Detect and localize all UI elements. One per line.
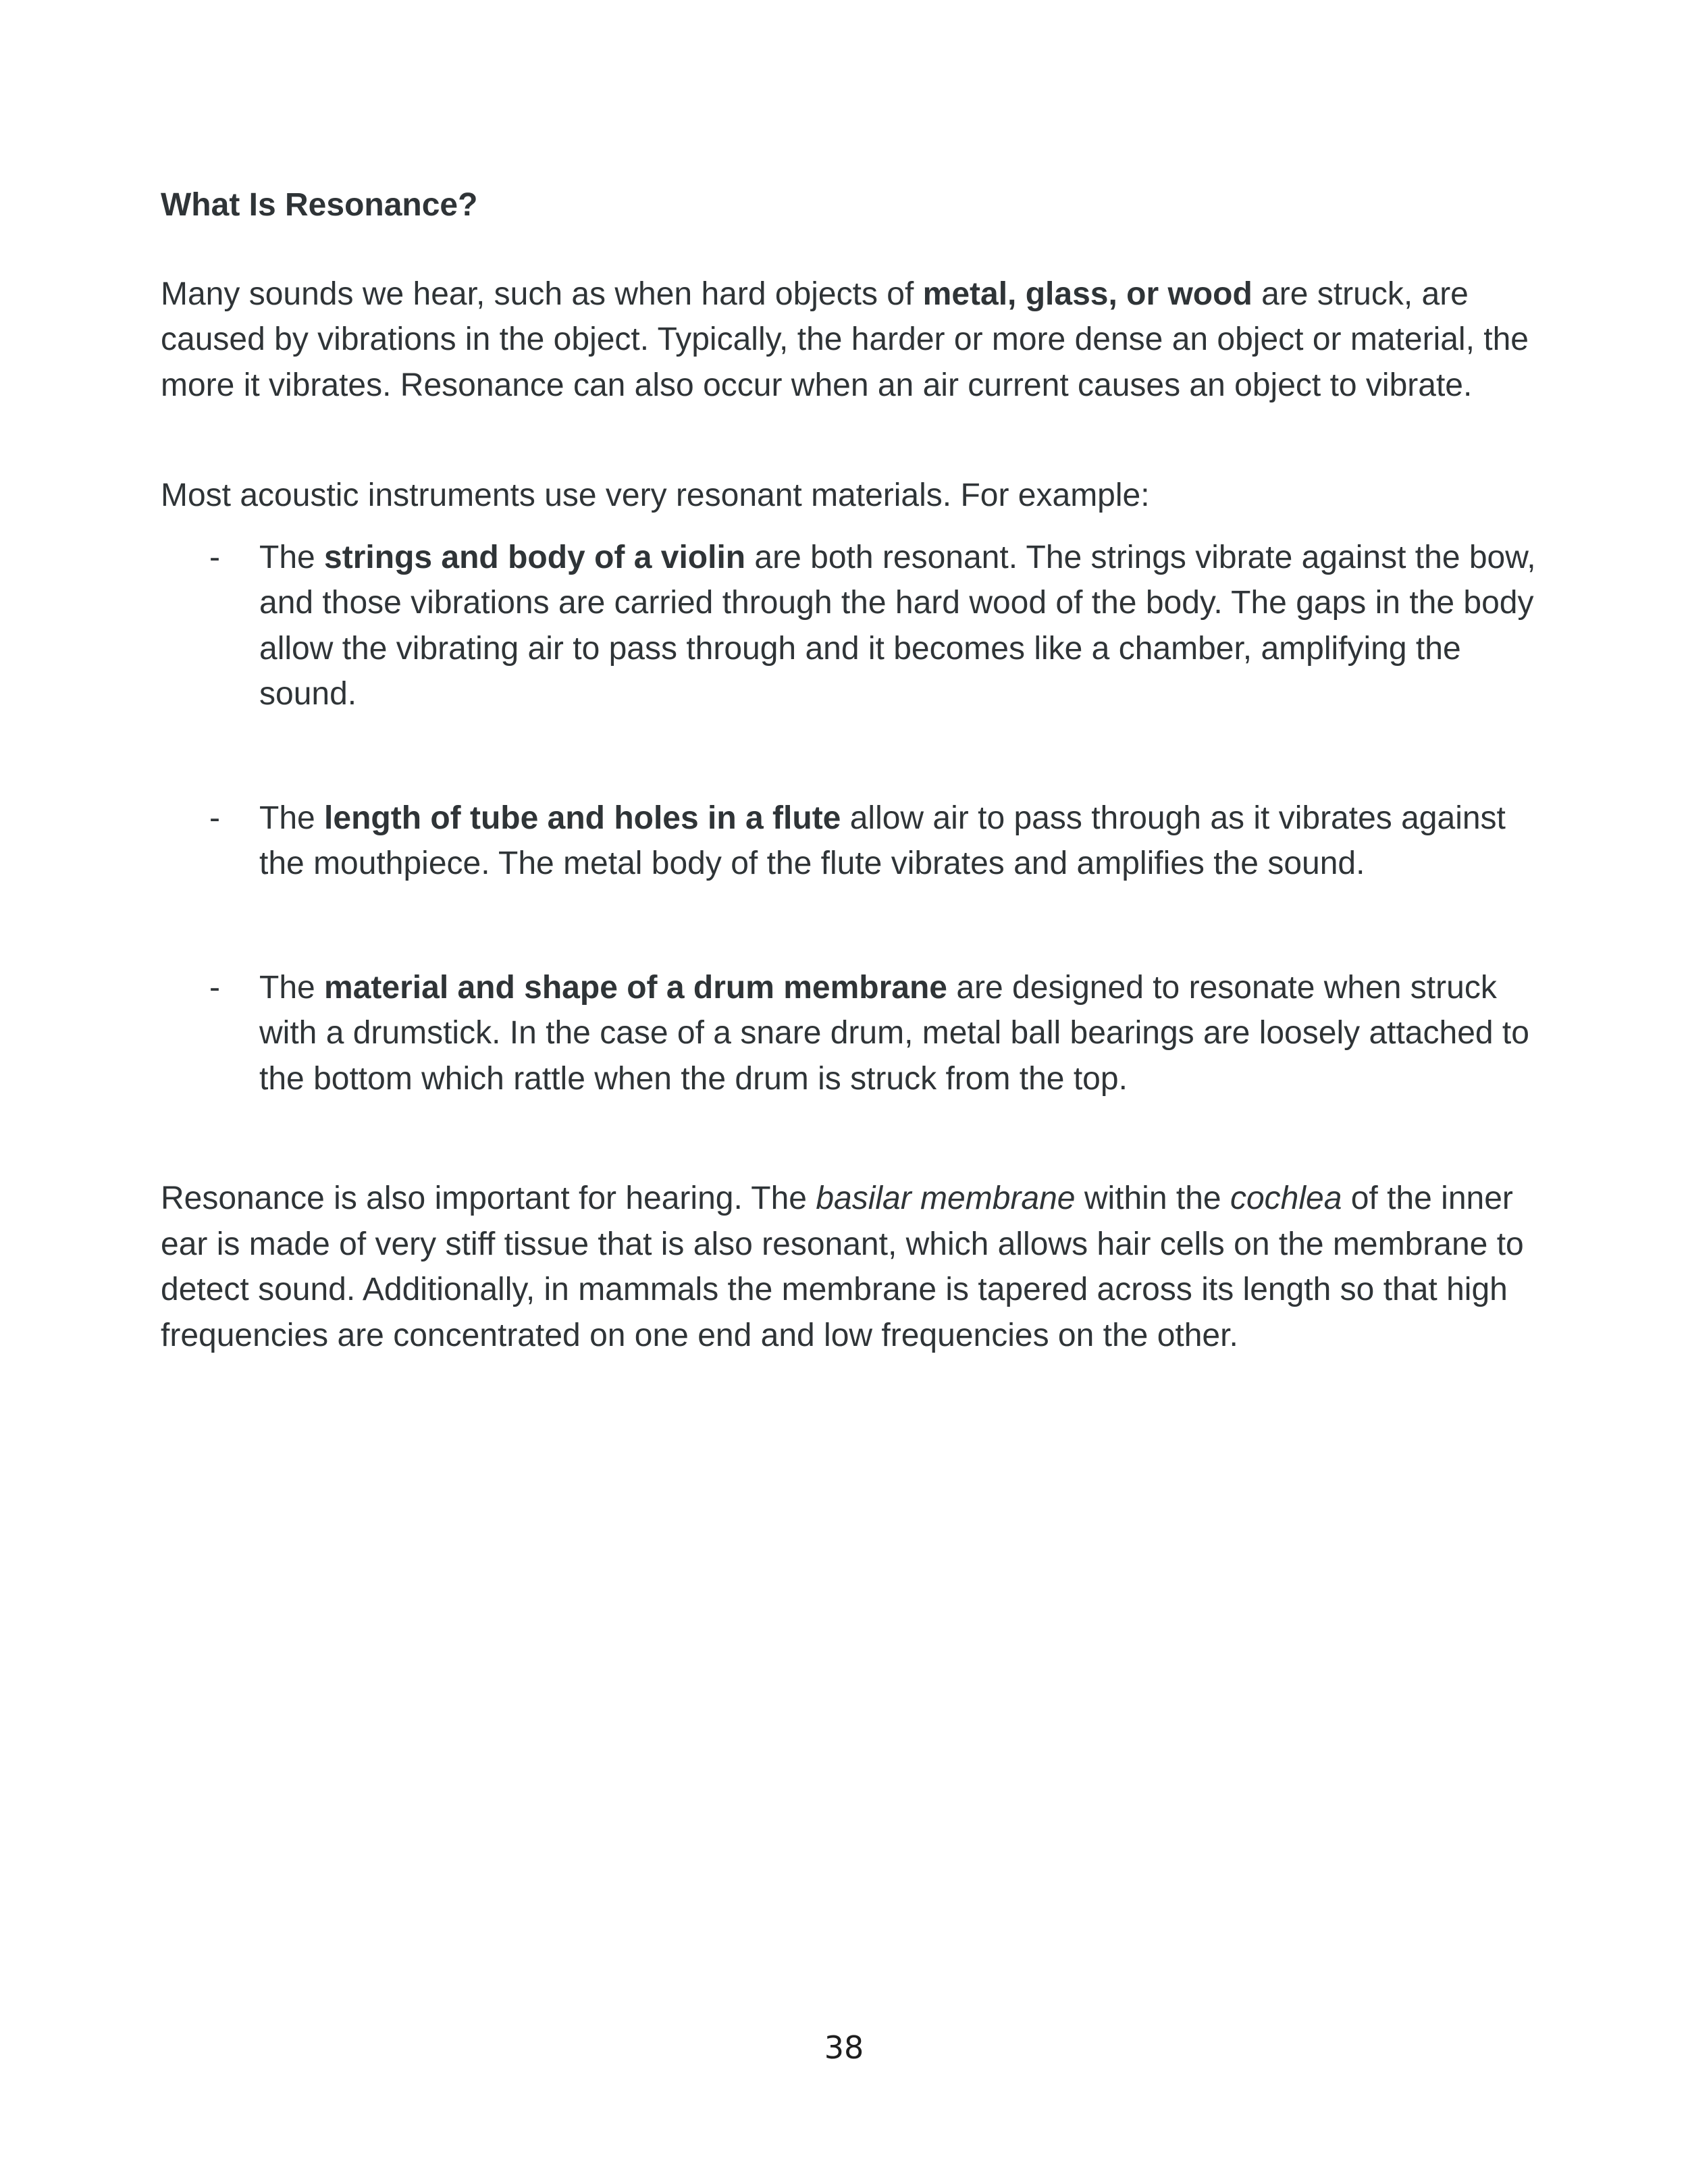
section-heading: What Is Resonance? (161, 187, 478, 223)
instrument-list (161, 535, 1538, 1102)
bullet-bold-term: material and shape of a drum membrane (324, 969, 947, 1006)
list-item-drum (161, 965, 1538, 1102)
hearing-text-3: of the inner ear is made of very stiff tissue that is also resonant, which allows hair cells on the membrane to detect sound. Additionally, in mammals the membrane is tapered across its length so that high frequencies are concentrated on one end and low frequencies on the other. (161, 1180, 1524, 1353)
hearing-paragraph (161, 1176, 1538, 1358)
page-content (161, 182, 1538, 1358)
hearing-italic-cochlea: cochlea (1230, 1180, 1342, 1216)
bullet-text-pre: The (259, 969, 325, 1006)
bullet-dash: - (209, 800, 220, 836)
intro-paragraph (161, 271, 1538, 409)
list-item-flute (161, 796, 1538, 887)
bullet-text-post: allow air to pass through as it vibrates against the mouthpiece. The metal body of the flute vibrates and amplifies the sound. (259, 800, 1506, 881)
intro-text-1: Many sounds we hear, such as when hard objects of (161, 276, 923, 312)
hearing-text-2: within the (1075, 1180, 1230, 1216)
bullet-text-post: are both resonant. The strings vibrate against the bow, and those vibrations are carried through the hard wood of the body. The gaps in the body allow the vibrating air to pass through and it becomes like a chamber, amplifying the sound. (259, 539, 1536, 712)
hearing-text-1: Resonance is also important for hearing. The (161, 1180, 816, 1216)
hearing-italic-basilar: basilar membrane (816, 1180, 1076, 1216)
examples-intro-paragraph: Most acoustic instruments use very resonant materials. For example: (161, 477, 1150, 513)
list-item-violin (161, 535, 1538, 717)
bullet-dash: - (209, 539, 220, 575)
intro-text-2: are struck, are caused by vibrations in the object. Typically, the harder or more dense an object or material, the more it vibrates. Resonance can also occur when an air current causes an object to vibrate. (161, 276, 1529, 403)
bullet-text-pre: The (259, 800, 325, 836)
bullet-bold-term: length of tube and holes in a flute (324, 800, 841, 836)
intro-bold-materials: metal, glass, or wood (922, 276, 1252, 312)
bullet-bold-term: strings and body of a violin (324, 539, 746, 575)
bullet-text-post: are designed to resonate when struck with a drumstick. In the case of a snare drum, metal ball bearings are loosely attached to the bottom which rattle when the drum is struck from the top. (259, 969, 1529, 1097)
bullet-text-pre: The (259, 539, 325, 575)
bullet-dash: - (209, 969, 220, 1006)
page-number: 38 (824, 2029, 864, 2066)
